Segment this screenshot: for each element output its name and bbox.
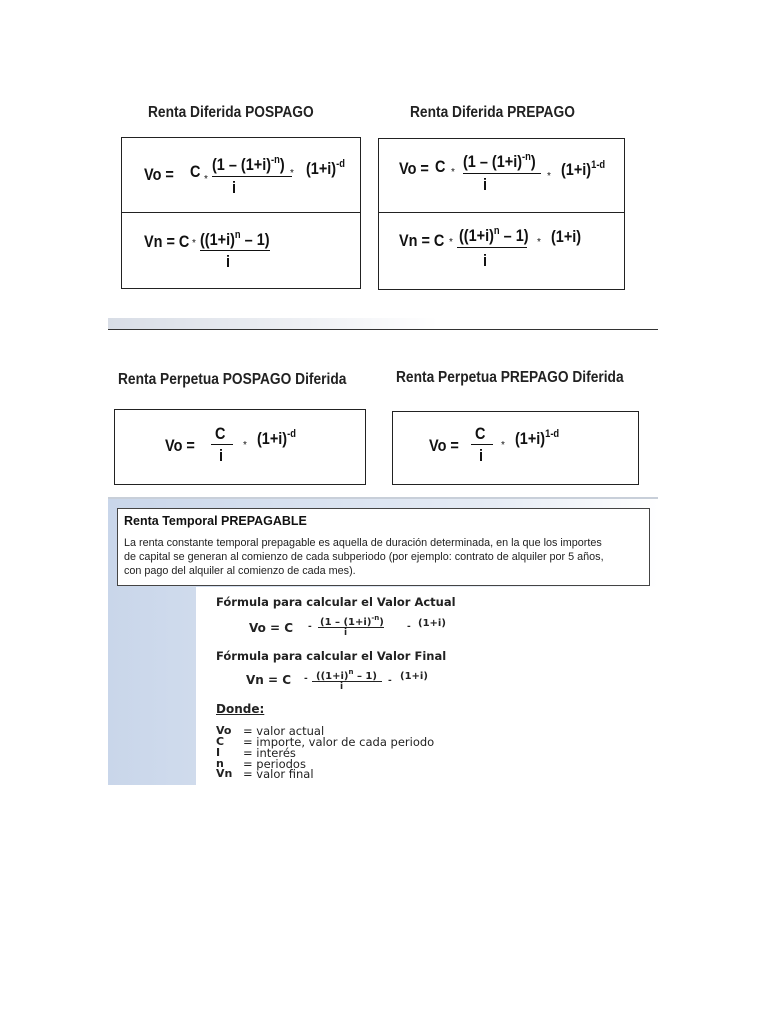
actual-denominator: i xyxy=(344,628,348,638)
final-factor: (1+i) xyxy=(400,671,428,682)
denominator: i xyxy=(219,446,224,465)
final-lhs: Vn = C xyxy=(246,673,292,687)
legend-symbol: C xyxy=(216,735,225,748)
vo-numerator: $(1 - (1+i)^{-n})$ xyxy=(463,151,536,171)
final-denominator: i xyxy=(340,682,344,692)
title-perpetua-pospago: Renta Perpetua POSPAGO Diferida xyxy=(118,371,347,388)
vo-denominator: i xyxy=(483,175,488,194)
definition-box xyxy=(117,508,650,586)
vo-c: C xyxy=(435,157,446,176)
definition-line-3: con pago del alquiler al comienzo de cada mes). xyxy=(124,565,356,577)
vn-denominator: i xyxy=(226,252,231,271)
bottom-panel-top-edge xyxy=(108,497,658,499)
multiply-sign: * xyxy=(243,440,247,451)
fraction-bar xyxy=(211,444,233,445)
formula-actual-title: Fórmula para calcular el Valor Actual xyxy=(216,595,456,609)
actual-numerator: $(1 - (1+i)^{-n})$ xyxy=(320,614,384,628)
dot-sign: - xyxy=(388,676,392,686)
factor: $(1+i)^{-d}$ xyxy=(257,428,296,448)
legend-description: = interés xyxy=(243,746,296,760)
fraction-bar xyxy=(200,250,270,251)
vn-denominator: i xyxy=(483,251,488,270)
title-diferida-pospago: Renta Diferida POSPAGO xyxy=(148,104,314,121)
multiply-sign: * xyxy=(192,238,196,249)
multiply-sign: * xyxy=(451,167,455,178)
vo-factor: $(1+i)^{1-d}$ xyxy=(561,159,606,179)
vo-c: C xyxy=(190,162,201,181)
title-diferida-prepago: Renta Diferida PREPAGO xyxy=(410,104,575,121)
formula-box-perpetua-prepago xyxy=(392,411,639,485)
legend-symbol: n xyxy=(216,757,224,770)
actual-factor: (1+i) xyxy=(418,618,446,629)
vo-label: Vo = xyxy=(144,165,174,184)
donde-heading: Donde: xyxy=(216,702,265,716)
multiply-sign: * xyxy=(547,171,551,182)
title-perpetua-prepago: Renta Perpetua PREPAGO Diferida xyxy=(396,369,624,386)
separator-line xyxy=(108,329,658,330)
multiply-sign: * xyxy=(501,440,505,451)
fraction-bar xyxy=(463,173,541,174)
dot-sign: - xyxy=(308,622,312,632)
fraction-bar xyxy=(457,247,527,248)
vo-denominator: i xyxy=(232,178,237,197)
fraction-bar xyxy=(312,681,382,682)
fraction-bar xyxy=(212,176,292,177)
vn-label: Vn = C xyxy=(399,231,445,250)
fraction-bar xyxy=(318,627,384,628)
numerator: C xyxy=(475,424,486,443)
factor: $(1+i)^{1-d}$ xyxy=(515,428,560,448)
formula-box-diferida-prepago xyxy=(378,138,625,290)
box-divider xyxy=(121,212,361,213)
vo-label: Vo = xyxy=(165,436,195,455)
legend-symbol: Vo xyxy=(216,724,232,737)
legend-description: = valor final xyxy=(243,767,314,781)
vo-factor: $(1+i)^{-d}$ xyxy=(306,158,345,178)
vo-label: Vo = xyxy=(429,436,459,455)
vn-label: Vn = C xyxy=(144,232,190,251)
vo-label: Vo = xyxy=(399,159,429,178)
actual-lhs: Vo = C xyxy=(249,621,294,635)
legend-description: = valor actual xyxy=(243,724,325,738)
dot-sign: - xyxy=(407,622,411,632)
dot-sign: - xyxy=(304,674,308,684)
final-numerator: $((1+i)^n - 1)$ xyxy=(316,668,377,682)
box-divider xyxy=(378,212,625,213)
multiply-sign: * xyxy=(449,237,453,248)
vn-numerator: $((1+i)^n - 1)$ xyxy=(200,229,270,249)
vn-factor: (1+i) xyxy=(551,227,582,246)
definition-line-1: La renta constante temporal prepagable es aquella de duración determinada, en la que los importes xyxy=(124,537,602,549)
vo-numerator: $(1 - (1+i)^{-n})$ xyxy=(212,154,285,174)
formula-box-diferida-pospago xyxy=(121,137,361,289)
formula-box-perpetua-pospago xyxy=(114,409,366,485)
denominator: i xyxy=(479,446,484,465)
fraction-bar xyxy=(471,444,493,445)
vn-numerator: $((1+i)^n - 1)$ xyxy=(459,225,529,245)
multiply-sign: * xyxy=(204,174,208,185)
definition-line-2: de capital se generan al comienzo de cada subperiodo (por ejemplo: contrato de alquiler por 5 años, xyxy=(124,551,604,563)
multiply-sign: * xyxy=(290,168,294,179)
multiply-sign: * xyxy=(537,237,541,248)
formula-final-title: Fórmula para calcular el Valor Final xyxy=(216,649,447,663)
definition-heading: Renta Temporal PREPAGABLE xyxy=(124,514,307,528)
numerator: C xyxy=(215,424,226,443)
legend-description: = importe, valor de cada periodo xyxy=(243,735,435,749)
legend-description: = periodos xyxy=(243,757,306,771)
legend-symbol: I xyxy=(216,746,221,759)
legend-symbol: Vn xyxy=(216,767,233,780)
